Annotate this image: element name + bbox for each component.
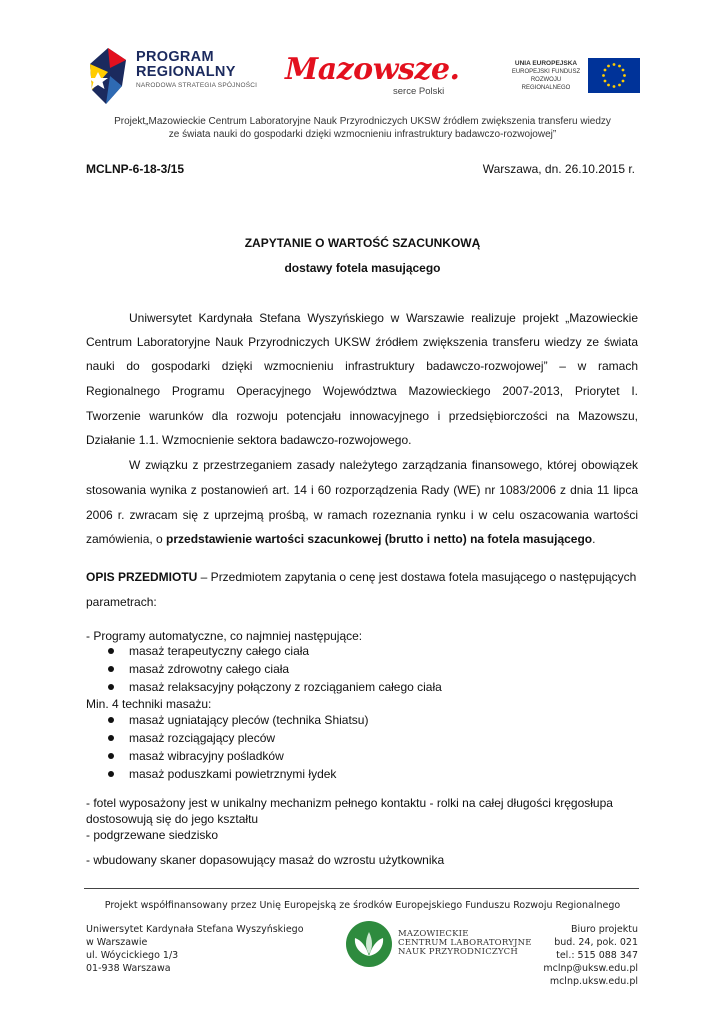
eu-logo-line3: ROZWOJU REGIONALNEGO <box>521 77 571 91</box>
list-item: masaż zdrowotny całego ciała <box>129 662 290 676</box>
bullet-icon <box>108 666 114 672</box>
paragraph1-line: Regionalnego Programu Operacyjnego Województwa Mazowieckiego 2007-2013, Priorytet I. <box>86 384 638 398</box>
paragraph2-line: 2006 r. zwracam się z uprzejmą prośbą, w ramach rozeznania rynku i w celu oszacowania wartości <box>86 508 638 522</box>
paragraph1-line: Centrum Laboratoryjne Nauk Przyrodniczych UKSW źródłem zwiększenia transferu wiedzy ze świata <box>86 335 638 349</box>
project-title <box>0 116 725 141</box>
project-title-line1: Projekt„Mazowieckie Centrum Laboratoryjne Nauk Przyrodniczych UKSW źródłem zwiększenia transferu wiedzy <box>114 116 611 127</box>
program-logo-line2: REGIONALNY <box>136 64 236 80</box>
paragraph2-line: zamówienia, o przedstawienie wartości szacunkowej (brutto i netto) na fotela masującego. <box>86 532 596 546</box>
paragraph1-line: Uniwersytet Kardynała Stefana Wyszyńskiego w Warszawie realizuje projekt „Mazowieckie <box>129 311 638 325</box>
paragraph2-line: stosowania wynika z postanowień art. 14 i 60 rozporządzenia Rady (WE) nr 1083/2006 z dnia 11 lipca <box>86 483 638 497</box>
eu-flag-icon <box>588 58 640 93</box>
cofinance-note: Projekt współfinansowany przez Unię Europejską ze środków Europejskiego Funduszu Rozwoju Regionalnego <box>104 900 621 911</box>
mazowsze-subtitle: serce Polski <box>393 86 445 97</box>
program-logo-line1: PROGRAM <box>136 49 214 65</box>
office-email[interactable]: mclnp@uksw.edu.pl <box>543 963 638 974</box>
list-item: masaż wibracyjny pośladków <box>129 749 284 763</box>
office-website[interactable]: mclnp.uksw.edu.pl <box>549 976 638 987</box>
program-regionalny-logo <box>86 46 266 106</box>
project-title-line2: ze świata nauki do gospodarki dzięki wzmocnieniu infrastruktury badawczo-rozwojowej” <box>168 128 557 140</box>
footer-divider <box>84 888 639 889</box>
list-item: masaż relaksacyjny połączony z rozciąganiem całego ciała <box>129 680 442 694</box>
mclnp-emblem-icon <box>345 920 393 968</box>
programs-heading: - Programy automatyczne, co najmniej następujące: <box>86 629 363 643</box>
description-line: OPIS PRZEDMIOTU – Przedmiotem zapytania o cenę jest dostawa fotela masującego o następujących <box>86 570 637 584</box>
feature-line: - podgrzewane siedzisko <box>86 828 219 842</box>
program-regionalny-emblem-icon <box>86 46 132 106</box>
document-subtitle: dostawy fotela masującego <box>284 261 441 275</box>
bullet-icon <box>108 771 114 777</box>
bullet-icon <box>108 717 114 723</box>
paragraph1-line: nauki do gospodarki dzięki wzmocnieniu infrastruktury badawczo-rozwojowej” – w ramach <box>86 359 638 373</box>
eu-logo-line2: EUROPEJSKI FUNDUSZ <box>511 69 581 75</box>
document-title: ZAPYTANIE O WARTOŚĆ SZACUNKOWĄ <box>244 236 481 250</box>
bullet-icon <box>108 684 114 690</box>
request-emphasis: przedstawienie wartości szacunkowej (brutto i netto) na fotela masującego <box>166 532 593 546</box>
feature-line: - fotel wyposażony jest w unikalny mechanizm pełnego kontaktu - rolki na całej długości kręgosłupa <box>86 796 613 810</box>
paragraph1-line: Tworzenie warunków dla rozwoju potencjału innowacyjnego i przedsiębiorczości na Mazowszu, <box>86 409 638 423</box>
techniques-heading: Min. 4 techniki masażu: <box>86 697 212 711</box>
project-office: Biuro projektu bud. 24, pok. 021 tel.: 515 088 347 mclnp@uksw.edu.pl mclnp.uksw.edu.pl <box>543 924 638 987</box>
eu-logo <box>508 58 640 96</box>
list-item: masaż ugniatający pleców (technika Shiatsu) <box>129 713 369 727</box>
mazowsze-logo <box>285 52 470 102</box>
document-date: Warszawa, dn. 26.10.2015 r. <box>482 162 635 176</box>
list-item: masaż rozciągający pleców <box>129 731 276 745</box>
feature-line: dostosowują się do jego kształtu <box>86 812 259 826</box>
program-logo-line3: NARODOWA STRATEGIA SPÓJNOŚCI <box>136 82 258 89</box>
bullet-icon <box>108 753 114 759</box>
description-label: OPIS PRZEDMIOTU <box>86 570 198 584</box>
bullet-icon <box>108 648 114 654</box>
description-line: parametrach: <box>86 595 157 609</box>
university-address: Uniwersytet Kardynała Stefana Wyszyńskiego w Warszawie ul. Wóycickiego 1/3 01-938 Warszawa <box>86 924 304 974</box>
paragraph2-line: W związku z przestrzeganiem zasady należytego zarządzania finansowego, której obowiązek <box>129 458 638 472</box>
mclnp-logo-text: MAZOWIECKIE CENTRUM LABORATORYJNE NAUK PRZYRODNICZYCH <box>398 929 532 957</box>
reference-number: MCLNP-6-18-3/15 <box>86 162 185 176</box>
paragraph1-line: Działanie 1.1. Wzmocnienie sektora badawczo-rozwojowego. <box>86 433 412 447</box>
mazowsze-wordmark: Mazowsze. <box>285 52 460 87</box>
feature-line: - wbudowany skaner dopasowujący masaż do wzrostu użytkownika <box>86 853 445 867</box>
list-item: masaż terapeutyczny całego ciała <box>129 644 310 658</box>
eu-logo-line1: UNIA EUROPEJSKA <box>514 60 578 67</box>
list-item: masaż poduszkami powietrznymi łydek <box>129 767 337 781</box>
bullet-icon <box>108 735 114 741</box>
